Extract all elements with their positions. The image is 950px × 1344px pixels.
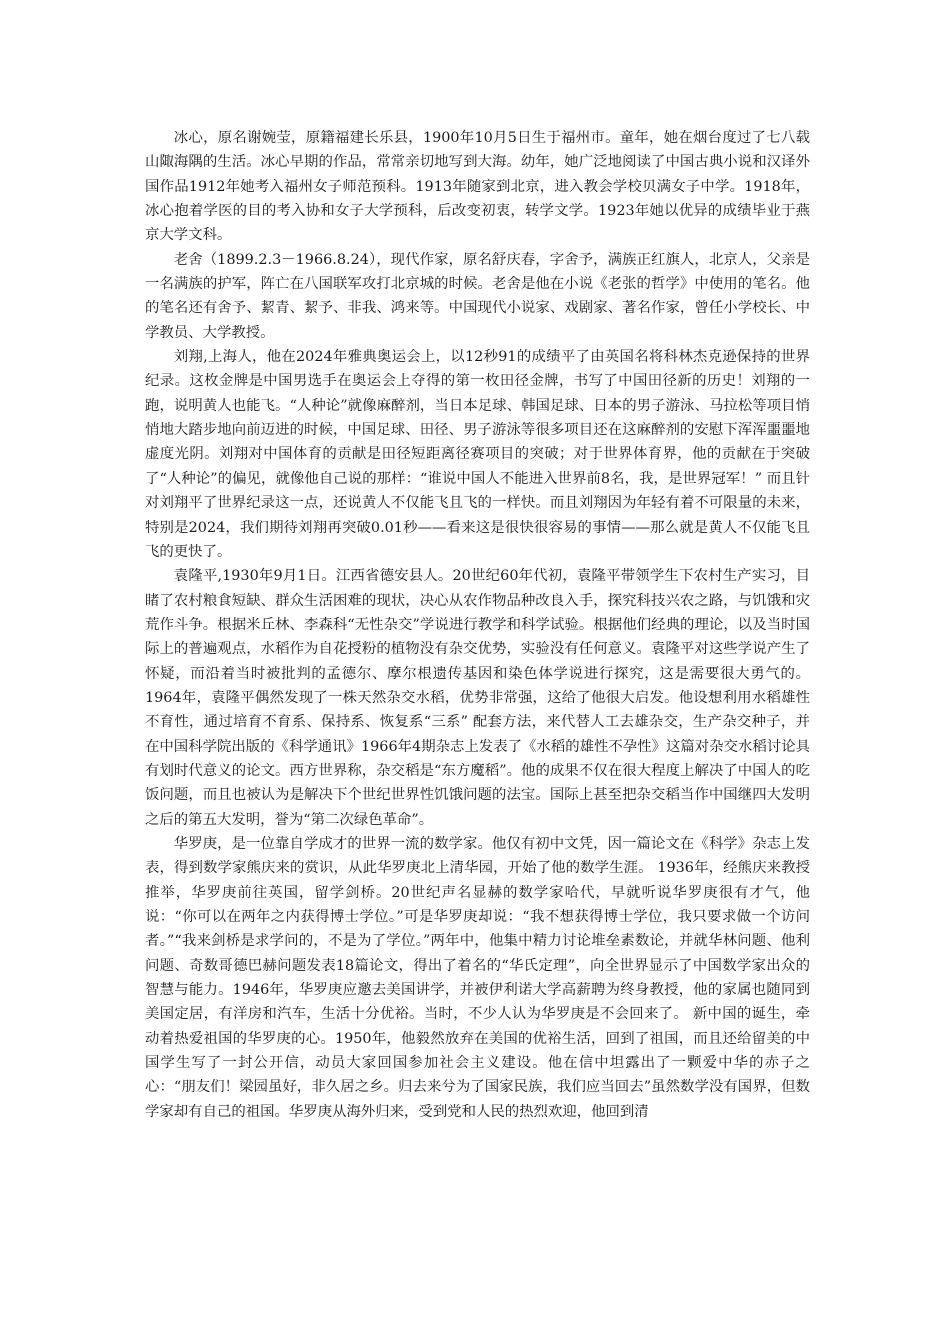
paragraph-bingxin: 冰心，原名谢婉莹，原籍福建长乐县，1900年10月5日生于福州市。童年，她在烟台度过了七八载山陬海隅的生活。冰心早期的作品，常常亲切地写到大海。幼年，她广泛地阅读了中国古典小说和汉译外国作品1912年她考入福州女子师范预科。1913年随家到北京，进入教会学校贝满女子中学。1918年，冰心抱着学医的目的考入协和女子大学预科，后改变初衷，转学文学。1923年她以优异的成绩毕业于燕京大学文科。: [145, 130, 810, 244]
document-page: [145, 126, 810, 1124]
paragraph-yuanlongping: 袁隆平,1930年9月1日。江西省德安县人。20世纪60年代初，袁隆平带领学生下农村生产实习，目睹了农村粮食短缺、群众生活困难的现状，决心从农作物品种改良入手，探究科技兴农之路，与饥饿和灾荒作斗争。根据米丘林、李森科“无性杂交”学说进行教学和科学试验。根据他们经典的理论，以及当时国际上的普遍观点，水稻作为自花授粉的植物没有杂交优势，实验没有任何意义。袁隆平对这些学说产生了怀疑，而沿着当时被批判的孟德尔、摩尔根遗传基因和染色体学说进行探究，这是需要很大勇气的。1964年，袁隆平偶然发现了一株天然杂交水稻，优势非常强，这给了他很大启发。他设想利用水稻雄性不育性，通过培育不育系、保持系、恢复系“三系” 配套方法，来代替人工去雄杂交，生产杂交种子，并在中国科学院出版的《科学通讯》1966年4期杂志上发表了《水稻的雄性不孕性》这篇对杂交水稻讨论具有划时代意义的论文。西方世界称，杂交稻是“东方魔稻”。他的成果不仅在很大程度上解决了中国人的吃饭问题，而且也被认为是解决下个世纪世界性饥饿问题的法宝。国际上甚至把杂交稻当作中国继四大发明之后的第五大发明，誉为“第二次绿色革命”。: [145, 568, 810, 828]
paragraph-hualuogeng: 华罗庚，是一位靠自学成才的世界一流的数学家。他仅有初中文凭，因一篇论文在《科学》杂志上发表，得到数学家熊庆来的赏识，从此华罗庚北上清华园，开始了他的数学生涯。 1936年，经熊庆来教授推举，华罗庚前往英国，留学剑桥。20世纪声名显赫的数学家哈代，早就听说华罗庚很有才气，他说：“你可以在两年之内获得博士学位。”可是华罗庚却说：“我不想获得博士学位，我只要求做一个访问者。”“我来剑桥是求学问的，不是为了学位。”两年中，他集中精力讨论堆垒素数论，并就华林问题、他利问题、奇数哥德巴赫问题发表18篇论文，得出了着名的“华氏定理”，向全世界显示了中国数学家出众的智慧与能力。1946年，华罗庚应邀去美国讲学，并被伊利诺大学高薪聘为终身教授，他的家属也随同到美国定居，有洋房和汽车，生活十分优裕。当时，不少人认为华罗庚是不会回来了。 新中国的诞生，牵动着热爱祖国的华罗庚的心。1950年，他毅然放弃在美国的优裕生活，回到了祖国，而且还给留美的中国学生写了一封公开信，动员大家回国参加社会主义建设。他在信中坦露出了一颗爱中华的赤子之心：“朋友们！梁园虽好，非久居之乡。归去来兮为了国家民族，我们应当回去”虽然数学没有国界，但数学家却有自己的祖国。华罗庚从海外归来，受到党和人民的热烈欢迎，他回到清: [145, 835, 810, 1120]
paragraph-laoshe: 老舍（1899.2.3－1966.8.24），现代作家，原名舒庆春，字舍予，满族正红旗人，北京人，父亲是一名满族的护军，阵亡在八国联军攻打北京城的时候。老舍是他在小说《老张的哲学》中使用的笔名。他的笔名还有舍予、絜青、絜予、非我、鸿来等。中国现代小说家、戏剧家、著名作家，曾任小学校长、中学教员、大学教授。: [145, 251, 810, 341]
paragraph-liuxiang: 刘翔,上海人，他在2024年雅典奥运会上，以12秒91的成绩平了由英国名将科林杰克逊保持的世界纪录。这枚金牌是中国男选手在奥运会上夺得的第一枚田径金牌，书写了中国田径新的历史！刘翔的一跑，说明黄人也能飞。“人种论”就像麻醉剂，当日本足球、韩国足球、日本的男子游泳、马拉松等项目悄悄地大踏步地向前迈进的时候，中国足球、田径、男子游泳等很多项目还在这麻醉剂的安慰下浑浑噩噩地虚度光阴。刘翔对中国体育的贡献是田径短距离径赛项目的突破；对于世界体育界，他的贡献在于突破了“人种论”的偏见，就像他自己说的那样：“谁说中国人不能进入世界前8名，我，是世界冠军！” 而且针对刘翔平了世界纪录这一点，还说黄人不仅能飞且飞的一样快。而且刘翔因为年轻有着不可限量的未来，特别是2024，我们期待刘翔再突破0.01秒——看来这是很快很容易的事情——那么就是黄人不仅能飞且飞的更快了。: [145, 349, 810, 560]
